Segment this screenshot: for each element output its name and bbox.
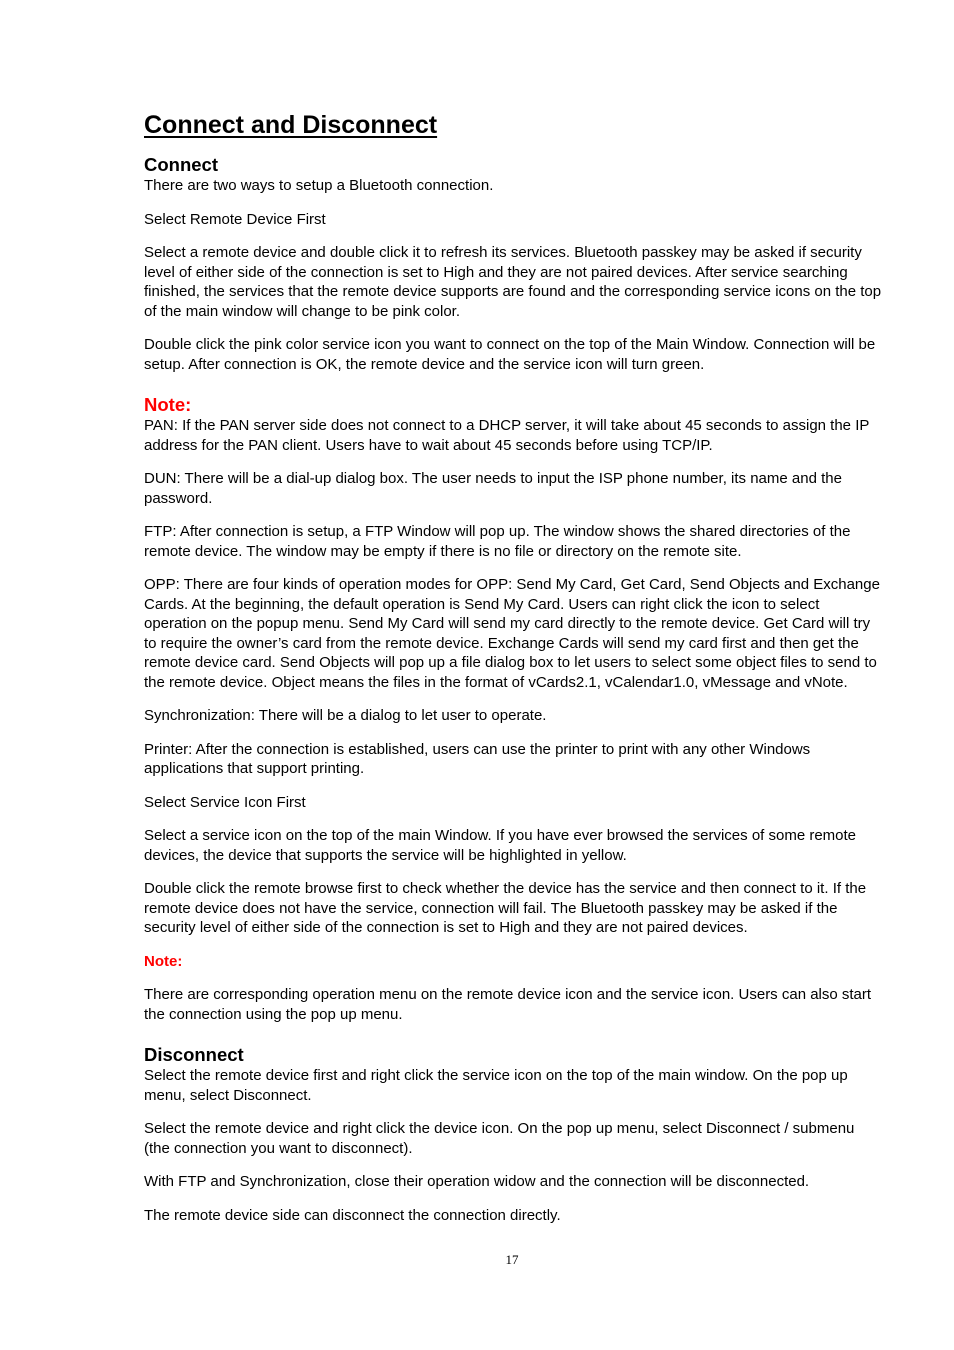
note-pan: PAN: If the PAN server side does not connect to a DHCP server, it will take about 45 seconds to assign the IP address for the PAN client. Users have to wait about 45 seconds before using TCP/IP. — [144, 417, 870, 454]
select-service-icon-first: Select Service Icon First — [144, 793, 306, 811]
note-popup-menu: There are corresponding operation menu on the remote device icon and the service icon. Users can also start the connection using the pop up menu. — [144, 986, 872, 1023]
note-ftp: FTP: After connection is setup, a FTP Window will pop up. The window shows the shared directories of the remote device. The window may be empty if there is no file or directory on the remote site. — [144, 523, 851, 560]
page-number: 17 — [505, 1252, 519, 1267]
disconnect-paragraph-3: With FTP and Synchronization, close their operation widow and the connection will be disconnected. — [144, 1173, 810, 1190]
note-opp: OPP: There are four kinds of operation modes for OPP: Send My Card, Get Card, Send Objects and Exchange Cards. At the beginning, the default operation is Send My Card. Users can right click the icon to select operation on the popup menu. Send My Card will send my card directly to the remote device. Get Card will try to require the owner’s card from the remote device. Exchange Cards will send my card first and then get the remote device card. Send Objects will pop up a file dialog box to let users to select some object files to send to the remote device. Object means the files in the format of vCards2.1, vCalendar1.0, vMessage and vNote. — [144, 576, 880, 691]
connect-paragraph-double-click: Double click the pink color service icon you want to connect on the top of the Main Window. Connection will be setup. After connection is OK, the remote device and the service icon will turn green. — [144, 336, 876, 373]
connect-paragraph-refresh: Select a remote device and double click it to refresh its services. Bluetooth passkey may be asked if security level of either side of the connection is set to High and they are not paired devices. After service searching finished, the services that the remote device supports are found and the corresponding service icons on the top of the main window will change to be pink color. — [144, 244, 882, 320]
service-paragraph-highlight: Select a service icon on the top of the main Window. If you have ever browsed the services of some remote devices, the device that supports the service will be highlighted in yellow. — [144, 827, 857, 864]
note-printer: Printer: After the connection is established, users can use the printer to print with any other Windows applications that support printing. — [144, 740, 811, 777]
disconnect-paragraph-4: The remote device side can disconnect the connection directly. — [144, 1206, 561, 1224]
disconnect-paragraph-2: Select the remote device and right click the device icon. On the pop up menu, select Disconnect / submenu (the connection you want to disconnect). — [144, 1120, 855, 1157]
note-sync: Synchronization: There will be a dialog to let user to operate. — [144, 707, 547, 724]
note-heading: Note: — [144, 394, 192, 415]
service-paragraph-double-click: Double click the remote browse first to check whether the device has the service and then connect to it. If the remote device does not have the service, connection will fail. The Bluetooth passkey may be asked if the security level of either side of the connection is set to High and they are not paired devices. — [144, 880, 867, 936]
document-page — [144, 108, 882, 1239]
page-title: Connect and Disconnect — [144, 111, 438, 139]
select-remote-device-first: Select Remote Device First — [144, 210, 326, 228]
disconnect-heading: Disconnect — [144, 1044, 244, 1065]
connect-intro: There are two ways to setup a Bluetooth connection. — [144, 177, 494, 194]
note-heading-small: Note: — [144, 952, 183, 970]
note-dun: DUN: There will be a dial-up dialog box. The user needs to input the ISP phone number, its name and the password. — [144, 470, 842, 507]
connect-heading: Connect — [144, 154, 218, 175]
disconnect-paragraph-1: Select the remote device first and right click the service icon on the top of the main window. On the pop up menu, select Disconnect. — [144, 1067, 848, 1104]
